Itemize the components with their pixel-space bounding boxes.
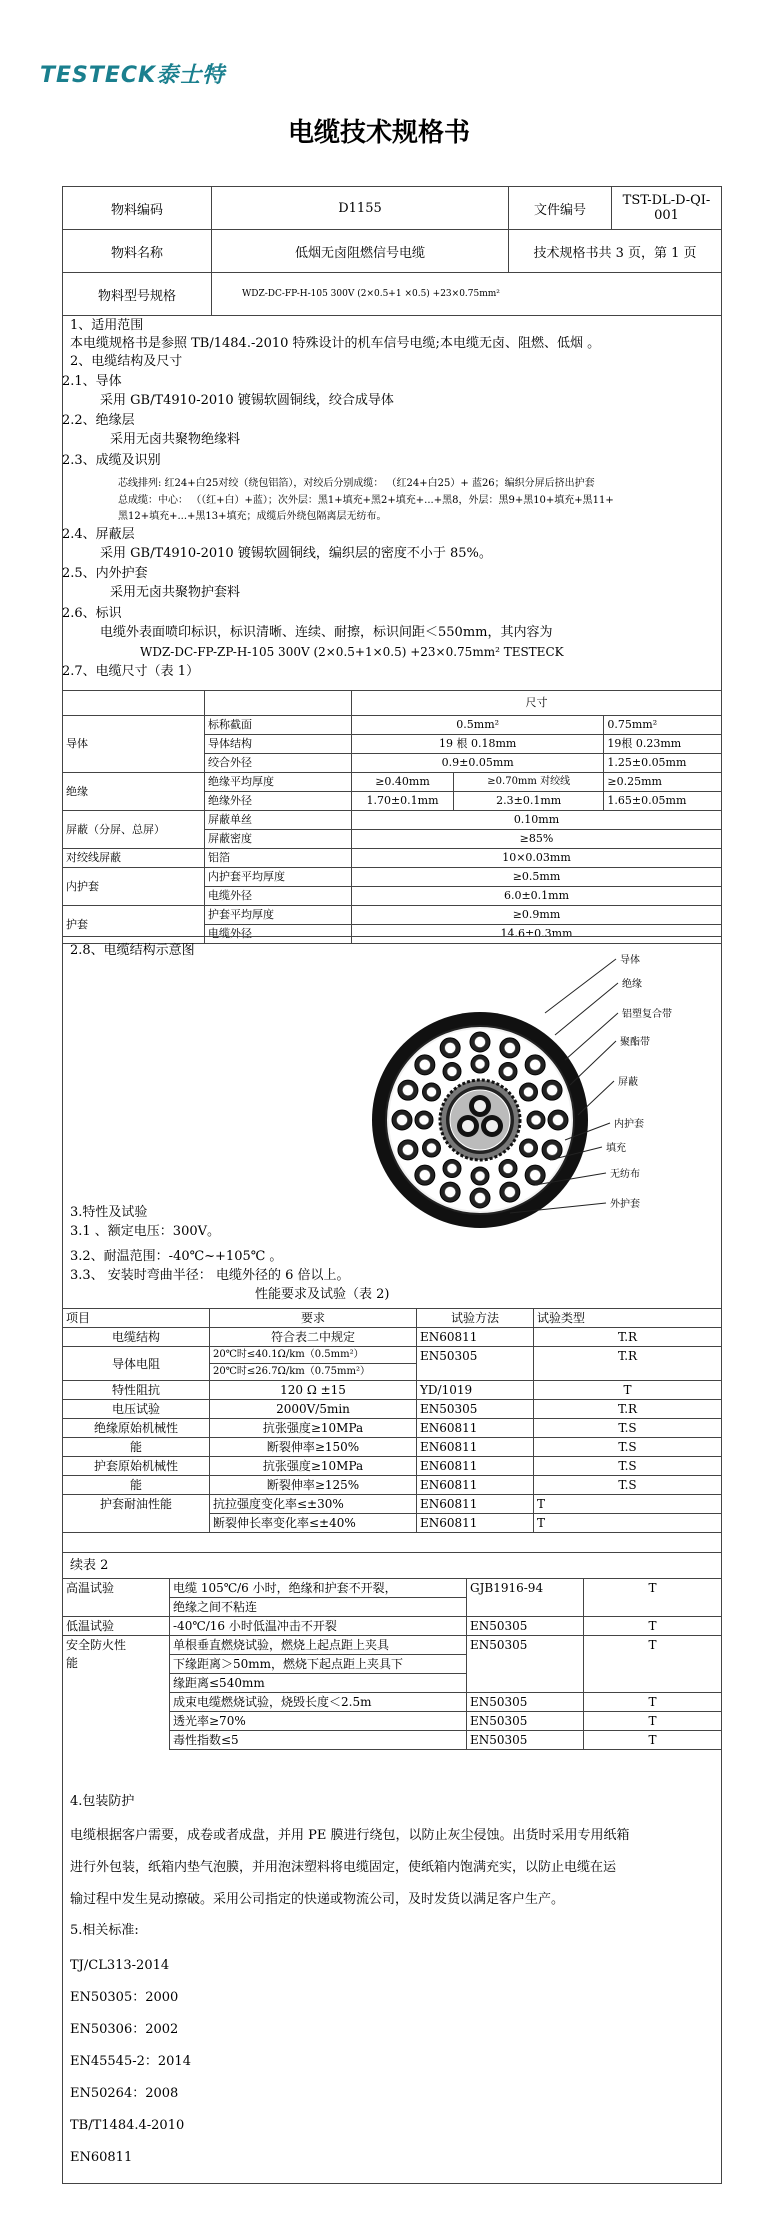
- center-core-conductor: [474, 1100, 486, 1112]
- sec1-heading: 1、适用范围: [70, 318, 144, 333]
- dim-sub: 屏蔽密度: [205, 830, 352, 849]
- perf-req: 抗拉强度变化率≤±30%: [210, 1495, 417, 1514]
- middle-core-conductor: [524, 1087, 534, 1097]
- table-row: [63, 811, 722, 830]
- standard-item: EN50264：2008: [70, 2086, 179, 2101]
- dim-sub: 绝缘平均厚度: [205, 773, 352, 792]
- dim-value-b: 1.25±0.05mm: [604, 754, 722, 773]
- dim-value-a2: ≥0.70mm 对绞线: [454, 773, 604, 792]
- sec28-heading: 2.8、电缆结构示意图: [70, 943, 195, 958]
- divider: [62, 1552, 722, 1553]
- perf-head-method: 试验方法: [417, 1309, 534, 1328]
- dim-sub: 绞合外径: [205, 754, 352, 773]
- perf-req: 断裂伸长率变化率≤±40%: [210, 1514, 417, 1533]
- sec22-text: 采用无卤共聚物绝缘料: [110, 432, 241, 447]
- cont-type: T: [584, 1693, 722, 1712]
- middle-core-conductor: [447, 1164, 457, 1174]
- table-row: [63, 1438, 722, 1457]
- dim-group-sheath: 护套: [63, 906, 205, 944]
- perf-item: 绝缘原始机械性: [63, 1419, 210, 1438]
- file-number: TST-DL-D-QI-001: [612, 187, 722, 230]
- table-row: [63, 1328, 722, 1347]
- dim-value-a: 19 根 0.18mm: [352, 735, 604, 754]
- middle-core-conductor: [503, 1164, 513, 1174]
- sec21-heading: 2.1、导体: [62, 374, 122, 389]
- dim-value-b: 19根 0.23mm: [604, 735, 722, 754]
- standard-item: EN45545-2：2014: [70, 2054, 191, 2069]
- dim-sub: 护套平均厚度: [205, 906, 352, 925]
- cont-item: 高温试验: [63, 1579, 170, 1617]
- cont-req: 单根垂直燃烧试验，燃烧上起点距上夹具: [170, 1636, 467, 1655]
- dim-sub: 铝箔: [205, 849, 352, 868]
- cont-method: EN50305: [467, 1731, 584, 1750]
- outer-core-conductor: [547, 1144, 558, 1155]
- sec24-text: 采用 GB/T4910-2010 镀锡软圆铜线，编织层的密度不小于 85%。: [100, 546, 492, 561]
- outer-core-conductor: [402, 1144, 413, 1155]
- perf-type: T.S: [534, 1476, 722, 1495]
- dim-sub: 导体结构: [205, 735, 352, 754]
- perf-type: T: [534, 1495, 722, 1514]
- outer-core-conductor: [530, 1059, 541, 1070]
- perf-method: EN50305: [417, 1347, 534, 1381]
- dim-value-a: 14.6±0.3mm: [352, 925, 722, 944]
- perf-type: T.S: [534, 1419, 722, 1438]
- cable-cross-section-diagram: [370, 945, 710, 1295]
- sec24-heading: 2.4、屏蔽层: [62, 527, 135, 542]
- perf-req: 抗张强度≥10MPa: [210, 1457, 417, 1476]
- cont-type: T: [584, 1731, 722, 1750]
- dim-sub: 内护套平均厚度: [205, 868, 352, 887]
- sec4-line3: 输过程中发生晃动擦破。采用公司指定的快递或物流公司，及时发货以满足客户生产。: [70, 1892, 565, 1907]
- leader-line: [555, 983, 618, 1035]
- perf-method: EN60811: [417, 1476, 534, 1495]
- sec4-line1: 电缆根据客户需要，成卷或者成盘，并用 PE 膜进行绕包，以防止灰尘侵蚀。出货时采用专用纸箱: [70, 1828, 630, 1843]
- perf-method: EN60811: [417, 1438, 534, 1457]
- outer-core-conductor: [445, 1187, 456, 1198]
- perf-method: EN50305: [417, 1400, 534, 1419]
- middle-core-conductor: [475, 1059, 485, 1069]
- table-row: [63, 1400, 722, 1419]
- perf-req: 符合表二中规定: [210, 1328, 417, 1347]
- dim-head-blank: [63, 691, 205, 716]
- perf-item: 能: [63, 1438, 210, 1457]
- dimension-table: [62, 690, 722, 944]
- perf-method: EN60811: [417, 1328, 534, 1347]
- dim-value-a2: 2.3±0.1mm: [454, 792, 604, 811]
- cont-req: 电缆 105℃/6 小时，绝缘和护套不开裂，: [170, 1579, 467, 1598]
- perf-item: 电压试验: [63, 1400, 210, 1419]
- dim-sub: 屏蔽单丝: [205, 811, 352, 830]
- table-row: [63, 849, 722, 868]
- dim-group-inner-sheath: 内护套: [63, 868, 205, 906]
- cont-item: 安全防火性: [66, 1638, 127, 1652]
- outer-core-conductor: [419, 1059, 430, 1070]
- diagram-label: 绝缘: [622, 979, 642, 990]
- sec23-line3: 黑12+填充+...+黑13+填充；成缆后外绕包隔离层无纺布。: [118, 511, 387, 522]
- dim-group-conductor: 导体: [63, 716, 205, 773]
- table2-title: 性能要求及试验（表 2): [255, 1287, 390, 1302]
- label-material-code: 物料编码: [63, 187, 212, 230]
- sec23-line2: 总成缆：中心： （（红+白）+蓝）；次外层：黑1+填充+黑2+填充+...+黑8，外层：黑9+黑10+填充+黑11+: [118, 495, 614, 506]
- perf-req: 断裂伸率≥125%: [210, 1476, 417, 1495]
- outer-core-conductor: [445, 1042, 456, 1053]
- divider: [62, 936, 722, 937]
- sec31-text: 3.1 、额定电压：300V。: [70, 1224, 221, 1239]
- standard-item: EN60811: [70, 2150, 133, 2165]
- dim-group-insulation: 绝缘: [63, 773, 205, 811]
- standard-item: EN50306：2002: [70, 2022, 179, 2037]
- continuation-table: [62, 1578, 722, 1750]
- perf-method: EN60811: [417, 1419, 534, 1438]
- diagram-label: 铝塑复合带: [622, 1009, 672, 1020]
- header-table: [62, 186, 722, 316]
- center-core-conductor: [462, 1120, 474, 1132]
- cont-req: 透光率≥70%: [170, 1712, 467, 1731]
- sec26-heading: 2.6、标识: [62, 606, 122, 621]
- outer-core-conductor: [553, 1115, 564, 1126]
- table-row: [63, 773, 722, 792]
- perf-type: T.S: [534, 1438, 722, 1457]
- perf-head-item: 项目: [63, 1309, 210, 1328]
- standard-item: TB/T1484.4-2010: [70, 2118, 185, 2133]
- label-material-name: 物料名称: [63, 230, 212, 273]
- dim-value-a: ≥0.9mm: [352, 906, 722, 925]
- diagram-label: 屏蔽: [618, 1077, 638, 1088]
- perf-type: T: [534, 1381, 722, 1400]
- sec27-heading: 2.7、电缆尺寸（表 1）: [62, 664, 200, 679]
- material-code: D1155: [212, 187, 509, 230]
- diagram-label: 填充: [606, 1143, 626, 1154]
- dim-head-blank2: [205, 691, 352, 716]
- cont-type: T: [584, 1636, 722, 1693]
- cont-req: 毒性指数≤5: [170, 1731, 467, 1750]
- table-row: [63, 1476, 722, 1495]
- perf-item: 电缆结构: [63, 1328, 210, 1347]
- dim-sub: 标称截面: [205, 716, 352, 735]
- perf-item: 能: [63, 1476, 210, 1495]
- sec23-line1: 芯线排列: 红24+白25对绞（绕包铝箔），对绞后分别成缆： （红24+白25）+ 蓝26；编织分屏后挤出护套: [118, 478, 595, 489]
- cont-type: T: [584, 1579, 722, 1617]
- sec2-heading: 2、电缆结构及尺寸: [70, 354, 183, 369]
- middle-core-conductor: [427, 1087, 437, 1097]
- cont-table-title: 续表 2: [70, 1558, 109, 1573]
- dim-value-b: 1.65±0.05mm: [604, 792, 722, 811]
- sec26-text1: 电缆外表面喷印标识，标识清晰、连续、耐擦，标识间距＜550mm，其内容为: [100, 625, 553, 640]
- middle-core-conductor: [524, 1143, 534, 1153]
- perf-item: 导体电阻: [63, 1347, 210, 1381]
- diagram-labels: [606, 953, 672, 1210]
- perf-req: 抗张强度≥10MPa: [210, 1419, 417, 1438]
- outer-core-conductor: [504, 1042, 515, 1053]
- outer-core-conductor: [397, 1115, 408, 1126]
- diagram-label: 无纺布: [610, 1169, 640, 1180]
- perf-method: EN60811: [417, 1457, 534, 1476]
- middle-core-conductor: [427, 1143, 437, 1153]
- outer-core-conductor: [475, 1193, 486, 1204]
- dim-value-a: 6.0±0.1mm: [352, 887, 722, 906]
- sec1-text: 本电缆规格书是参照 TB/1484.-2010 特殊设计的机车信号电缆;本电缆无卤、阻燃、低烟 。: [70, 336, 601, 351]
- perf-head-requirement: 要求: [210, 1309, 417, 1328]
- leader-line: [570, 1041, 616, 1085]
- sec22-heading: 2.2、绝缘层: [62, 413, 135, 428]
- dim-value-a: 0.9±0.05mm: [352, 754, 604, 773]
- cont-item: 能: [66, 1656, 79, 1670]
- diagram-label: 导体: [620, 955, 640, 966]
- outer-core-conductor: [530, 1170, 541, 1181]
- table-row: [63, 868, 722, 887]
- dim-value-a: ≥85%: [352, 830, 722, 849]
- cont-method: EN50305: [467, 1636, 584, 1693]
- cont-method: GJB1916-94: [467, 1579, 584, 1617]
- sec4-heading: 4.包装防护: [70, 1794, 135, 1809]
- table-row: [63, 1579, 722, 1598]
- dim-value-a: ≥0.5mm: [352, 868, 722, 887]
- dim-value-a: ≥0.40mm: [352, 773, 454, 792]
- table-row: [63, 1457, 722, 1476]
- outer-core-conductor: [504, 1187, 515, 1198]
- sec23-heading: 2.3、成缆及识别: [62, 453, 161, 468]
- label-model-spec: 物料型号规格: [63, 273, 212, 316]
- perf-req: 20℃时≤40.1Ω/km（0.5mm²）: [210, 1347, 417, 1364]
- cont-type: T: [584, 1712, 722, 1731]
- table-row: [63, 1617, 722, 1636]
- cont-method: EN50305: [467, 1617, 584, 1636]
- cont-item: 低温试验: [63, 1617, 170, 1636]
- material-name: 低烟无卤阻燃信号电缆: [212, 230, 509, 273]
- perf-head-type: 试验类型: [534, 1309, 722, 1328]
- outer-core-conductor: [547, 1085, 558, 1096]
- sec32-text: 3.2、耐温范围：-40℃~+105℃ 。: [70, 1249, 283, 1264]
- leader-line: [545, 959, 616, 1013]
- cont-req: -40℃/16 小时低温冲击不开裂: [170, 1617, 467, 1636]
- standard-item: EN50305：2000: [70, 1990, 179, 2005]
- cont-type: T: [584, 1617, 722, 1636]
- dim-value-a: 0.5mm²: [352, 716, 604, 735]
- sec26-text2: WDZ-DC-FP-ZP-H-105 300V (2×0.5+1×0.5) +23×0.75mm² TESTECK: [140, 645, 564, 659]
- table-row: [63, 1495, 722, 1514]
- outer-core-conductor: [419, 1170, 430, 1181]
- dim-value-b: 0.75mm²: [604, 716, 722, 735]
- perf-item: 护套耐油性能: [63, 1495, 210, 1533]
- outer-core-conductor: [475, 1037, 486, 1048]
- perf-item: 护套原始机械性: [63, 1457, 210, 1476]
- perf-req: 2000V/5min: [210, 1400, 417, 1419]
- perf-req: 断裂伸率≥150%: [210, 1438, 417, 1457]
- perf-req: 120 Ω ±15: [210, 1381, 417, 1400]
- sec5-heading: 5.相关标准:: [70, 1923, 139, 1938]
- dim-sub: 绝缘外径: [205, 792, 352, 811]
- perf-type: T.R: [534, 1400, 722, 1419]
- cont-req: 下缘距离＞50mm，燃烧下起点距上夹具下: [170, 1655, 467, 1674]
- dim-value-b: ≥0.25mm: [604, 773, 722, 792]
- diagram-label: 内护套: [614, 1119, 644, 1130]
- perf-type: T.R: [534, 1328, 722, 1347]
- cont-req: 绝缘之间不粘连: [170, 1598, 467, 1617]
- center-core-conductor: [486, 1120, 498, 1132]
- dim-group-shield: 屏蔽（分屏、总屏）: [63, 811, 205, 849]
- middle-core-conductor: [531, 1115, 541, 1125]
- sec33-text: 3.3、 安装时弯曲半径： 电缆外径的 6 倍以上。: [70, 1268, 350, 1283]
- perf-method: EN60811: [417, 1495, 534, 1514]
- perf-item: 特性阻抗: [63, 1381, 210, 1400]
- table-row: [63, 1419, 722, 1438]
- standard-item: TJ/CL313-2014: [70, 1958, 170, 1973]
- dim-sub: 电缆外径: [205, 925, 352, 944]
- dim-value-a: 10×0.03mm: [352, 849, 722, 868]
- model-spec: WDZ-DC-FP-H-105 300V (2×0.5+1 ×0.5) +23×0.75mm²: [212, 273, 722, 316]
- perf-type: T.R: [534, 1347, 722, 1381]
- company-logo: TESTECK泰士特: [40, 63, 226, 88]
- diagram-label: 外护套: [610, 1199, 640, 1210]
- perf-method: EN60811: [417, 1514, 534, 1533]
- dim-value-a: 0.10mm: [352, 811, 722, 830]
- cable-body: [372, 1012, 588, 1228]
- sec3-heading: 3.特性及试验: [70, 1205, 148, 1220]
- perf-req: 20℃时≤26.7Ω/km（0.75mm²）: [210, 1364, 417, 1381]
- dim-value-a: 1.70±0.1mm: [352, 792, 454, 811]
- cont-method: EN50305: [467, 1693, 584, 1712]
- middle-core-conductor: [419, 1115, 429, 1125]
- cont-req: 缘距离≤540mm: [170, 1674, 467, 1693]
- middle-core-conductor: [475, 1171, 485, 1181]
- perf-type: T: [534, 1514, 722, 1533]
- sec4-line2: 进行外包装，纸箱内垫气泡膜，并用泡沫塑料将电缆固定，使纸箱内饱满充实，以防止电缆在运: [70, 1860, 617, 1875]
- document-title: 电缆技术规格书: [287, 118, 470, 148]
- cont-req: 成束电缆燃烧试验，烧毁长度＜2.5m: [170, 1693, 467, 1712]
- dim-sub: 电缆外径: [205, 887, 352, 906]
- table-row: [63, 1381, 722, 1400]
- perf-method: YD/1019: [417, 1381, 534, 1400]
- perf-type: T.S: [534, 1457, 722, 1476]
- sec21-text: 采用 GB/T4910-2010 镀锡软圆铜线，绞合成导体: [100, 393, 394, 408]
- middle-core-conductor: [503, 1067, 513, 1077]
- dim-head-size: 尺寸: [352, 691, 722, 716]
- label-file-number: 文件编号: [509, 187, 612, 230]
- sec25-heading: 2.5、内外护套: [62, 566, 148, 581]
- cont-item-fire: [63, 1636, 170, 1750]
- table-row: [63, 906, 722, 925]
- cont-method: EN50305: [467, 1712, 584, 1731]
- sec25-text: 采用无卤共聚物护套料: [110, 585, 241, 600]
- diagram-label: 聚酯带: [620, 1037, 650, 1048]
- table-row: [63, 716, 722, 735]
- dim-group-pair-shield: 对绞线屏蔽: [63, 849, 205, 868]
- performance-table: [62, 1308, 722, 1533]
- outer-core-conductor: [402, 1085, 413, 1096]
- table-row: [63, 1347, 722, 1364]
- middle-core-conductor: [447, 1067, 457, 1077]
- page-count: 技术规格书共 3 页，第 1 页: [509, 230, 722, 273]
- table-row: [63, 1636, 722, 1655]
